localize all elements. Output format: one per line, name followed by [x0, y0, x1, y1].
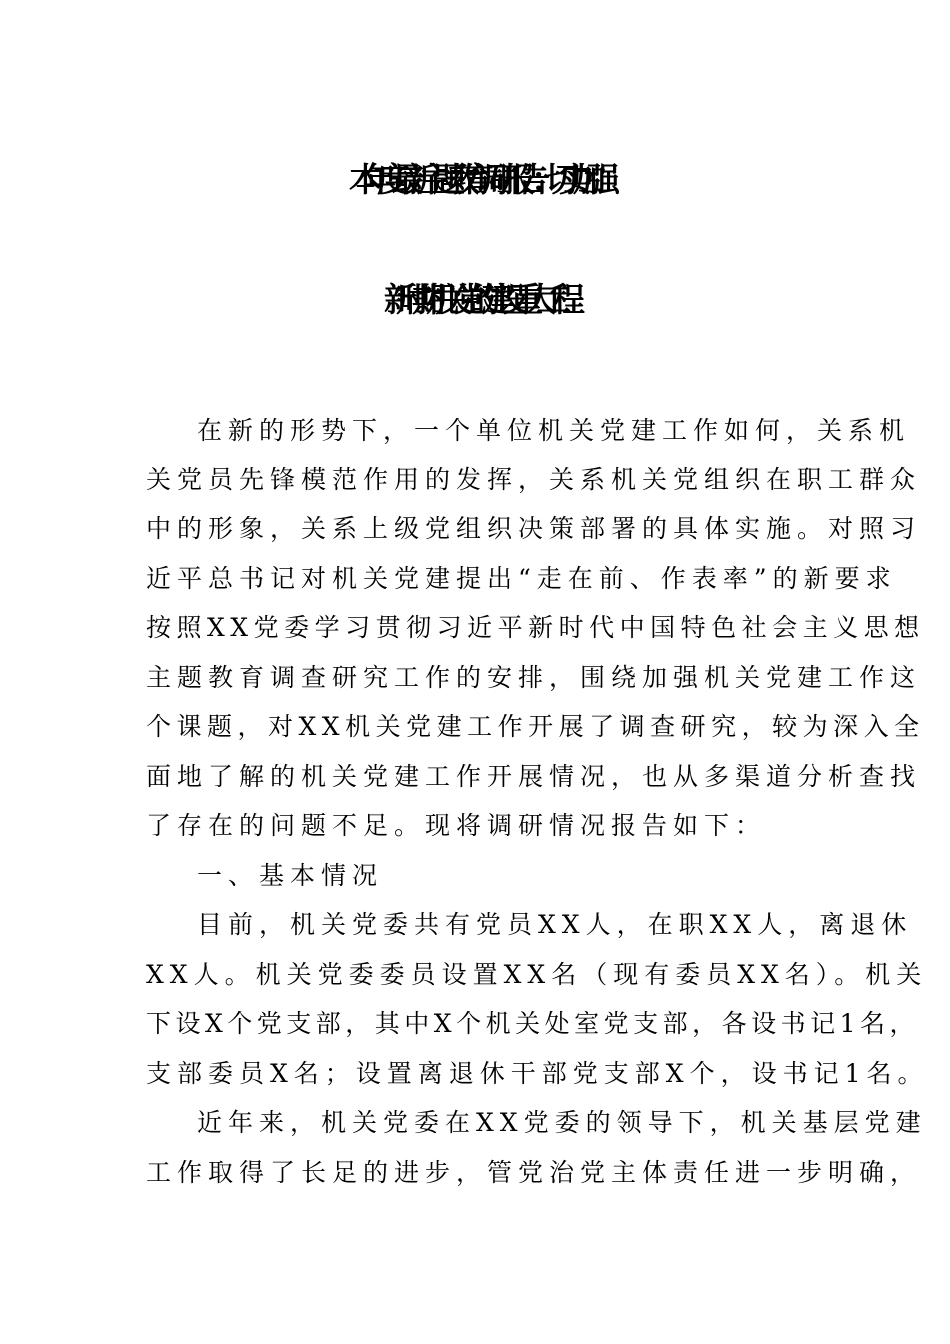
paragraph-line: XX人。机关党委委员设置XX名（现有委员XX名）。机关 — [146, 960, 928, 989]
paragraph-line: 在新的形势下，一个单位机关党建工作如何，关系机 — [197, 416, 911, 445]
paragraph-line: 面地了解的机关党建工作开展情况，也从多渠道分析查找 — [146, 762, 922, 791]
paragraph-line: 目前，机关党委共有党员XX人，在职XX人，离退休 — [197, 910, 913, 939]
paragraph-line: 中的形象，关系上级党组织决策部署的具体实施。对照习 — [146, 514, 922, 543]
paragraph-line: 了存在的问题不足。现将调研情况报告如下： — [146, 811, 767, 840]
paragraph-line: 近年来，机关党委在XX党委的领导下，机关基层党建 — [197, 1108, 927, 1137]
paragraph-line: 个课题，对XX机关党建工作开展了调查研究，较为深入全 — [146, 712, 925, 741]
document-title-line-2: 新时期机关党的建设重大工程 — [384, 280, 566, 319]
paragraph-line: 近平总书记对机关党建提出“走在前、作表率”的新要求 — [146, 564, 897, 593]
paragraph-line: 支部委员X名；设置离退休干部党支部X个，设书记1名。 — [146, 1059, 929, 1088]
document-title-line-1: 本年度最新主题教育调研报告：切实加强 — [349, 160, 601, 199]
paragraph-line: 下设X个党支部，其中X个机关处室党支部，各设书记1名， — [146, 1009, 920, 1038]
paragraph-line: 主题教育调查研究工作的安排，围绕加强机关党建工作这 — [146, 663, 922, 692]
section-heading: 一、基本情况 — [197, 861, 384, 890]
paragraph-line: 关党员先锋模范作用的发挥，关系机关党组织在职工群众 — [146, 465, 922, 494]
paragraph-line: 按照XX党委学习贯彻习近平新时代中国特色社会主义思想 — [146, 613, 925, 642]
paragraph-line: 工作取得了长足的进步，管党治党主体责任进一步明确， — [146, 1158, 922, 1187]
